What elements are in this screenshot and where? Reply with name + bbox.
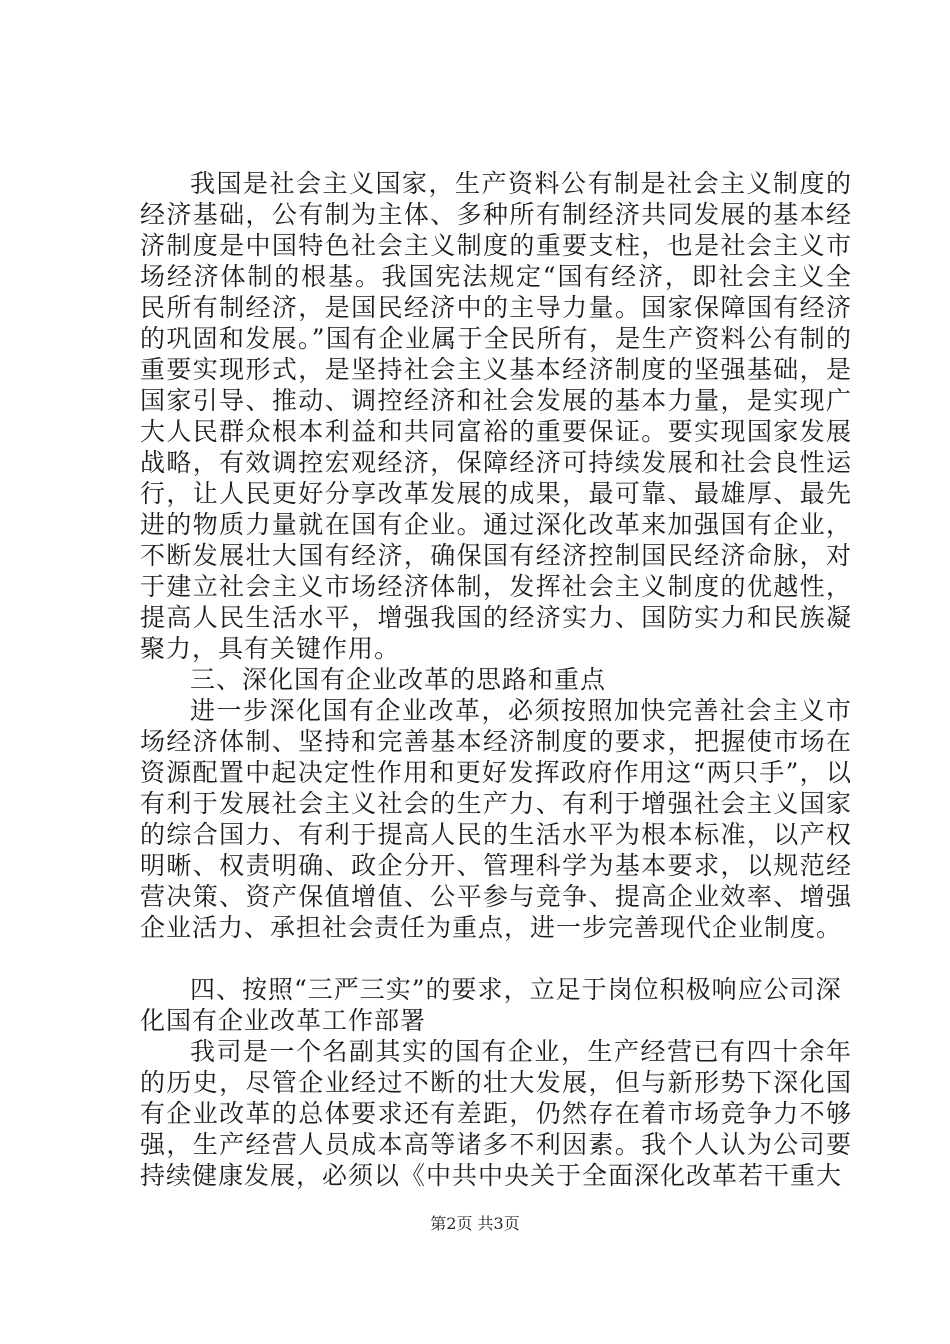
paragraph-reform-approach: 进一步深化国有企业改革，必须按照加快完善社会主义市场经济体制、坚持和完善基本经济制度的要求，把握使市场在资源配置中起决定性作用和更好发挥政府作用这“两只手”，以有利于发展社会主义社会的生产力、有利于增强社会主义国家的综合国力、有利于提高人民的生活水平为根本标准，以产权明晰、权责明确、政企分开、管理科学为基本要求，以规范经营决策、资产保值增值、公平参与竞争、提高企业效率、增强企业活力、承担社会责任为重点，进一步完善现代企业制度。 (140, 696, 852, 942)
paragraph-company-reform: 我司是一个名副其实的国有企业，生产经营已有四十余年的历史，尽管企业经过不断的壮大发展，但与新形势下深化国有企业改革的总体要求还有差距，仍然存在着市场竞争力不够强，生产经营人员成本高等诸多不利因素。我个人认为公司要持续健康发展，必须以《中共中央关于全面深化改革若干重大 (140, 1037, 852, 1190)
section-heading-four: 四、按照“三严三实”的要求，立足于岗位积极响应公司深化国有企业改革工作部署 (140, 975, 842, 1035)
section-heading-three: 三、深化国有企业改革的思路和重点 (190, 665, 607, 694)
paragraph-gap (140, 943, 852, 974)
paragraph-state-economy: 我国是社会主义国家，生产资料公有制是社会主义制度的经济基础，公有制为主体、多种所有制经济共同发展的基本经济制度是中国特色社会主义制度的重要支柱，也是社会主义市场经济体制的根基。我国宪法规定“国有经济，即社会主义全民所有制经济，是国民经济中的主导力量。国家保障国有经济的巩固和发展。”国有企业属于全民所有，是生产资料公有制的重要实现形式，是坚持社会主义基本经济制度的坚强基础，是国家引导、推动、调控经济和社会发展的基本力量，是实现广大人民群众根本利益和共同富裕的重要保证。要实现国家发展战略，有效调控宏观经济，保障经济可持续发展和社会良性运行，让人民更好分享改革发展的成果，最可靠、最雄厚、最先进的物质力量就在国有企业。通过深化改革来加强国有企业，不断发展壮大国有经济，确保国有经济控制国民经济命脉，对于建立社会主义市场经济体制，发挥社会主义制度的优越性，提高人民生活水平，增强我国的经济实力、国防实力和民族凝聚力，具有关键作用。 (140, 169, 852, 663)
document-body (140, 168, 852, 1191)
page-number-footer: 第2页 共3页 (430, 1214, 520, 1233)
